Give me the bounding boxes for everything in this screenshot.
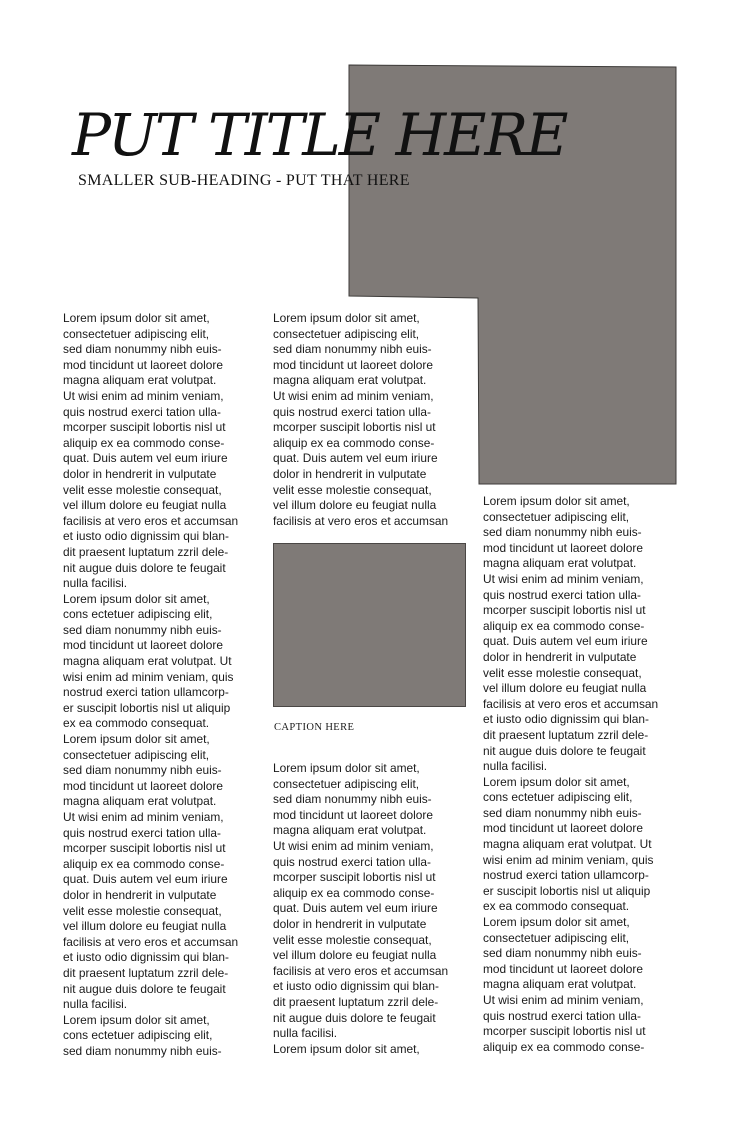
body-text-line: aliquip ex ea commodo conse- [63,856,225,871]
body-text-line: et iusto odio dignissim qui blan- [273,979,439,994]
body-text-line: velit esse molestie consequat, [273,932,432,947]
body-text-line: dolor in hendrerit in vulputate [63,887,217,902]
body-text-line: mod tincidunt ut laoreet dolore [483,821,643,836]
body-text-line: velit esse molestie consequat, [483,665,642,680]
body-text-line: quat. Duis autem vel eum iriure [63,451,228,466]
body-text-line: mod tincidunt ut laoreet dolore [273,357,433,372]
body-text-line: Ut wisi enim ad minim veniam, [273,838,434,853]
body-text-line: aliquip ex ea commodo conse- [483,1039,645,1054]
body-text-line: mcorper suscipit lobortis nisl ut [63,420,226,435]
text-column-middle-bottom [273,761,473,1061]
body-text-line: nulla facilisi. [63,576,128,591]
body-text-line: quat. Duis autem vel eum iriure [273,451,438,466]
body-text-line: Lorem ipsum dolor sit amet, [63,1012,210,1027]
body-text-line: facilisis at vero eros et accumsan [273,513,449,528]
body-text-line: sed diam nonummy nibh euis- [483,946,642,961]
body-text-line: cons ectetuer adipiscing elit, [483,790,633,805]
body-text-line: mod tincidunt ut laoreet dolore [273,807,433,822]
body-text-line: mod tincidunt ut laoreet dolore [63,638,223,653]
body-text-line: facilisis at vero eros et accumsan [63,513,239,528]
body-text-line: cons ectetuer adipiscing elit, [63,1028,213,1043]
body-text-line: facilisis at vero eros et accumsan [273,963,449,978]
body-text-line: quat. Duis autem vel eum iriure [63,872,228,887]
body-text-line: dit praesent luptatum zzril dele- [63,544,229,559]
body-text-line: dit praesent luptatum zzril dele- [483,727,649,742]
body-text-line: sed diam nonummy nibh euis- [483,525,642,540]
body-text-line: magna aliquam erat volutpat. [483,977,637,992]
page-title: PUT TITLE HERE [72,101,567,169]
body-text-line: quat. Duis autem vel eum iriure [483,634,648,649]
photo-placeholder [273,543,466,707]
body-text-line: mcorper suscipit lobortis nisl ut [483,1024,646,1039]
body-text-line: magna aliquam erat volutpat. Ut [483,837,652,852]
body-text-line: Ut wisi enim ad minim veniam, [483,993,644,1007]
body-text-line: dolor in hendrerit in vulputate [273,916,427,931]
body-text-line: quis nostrud exerci tation ulla- [63,825,221,840]
body-text-line: Lorem ipsum dolor sit amet, [483,915,630,930]
body-text-line: Ut wisi enim ad minim veniam, [63,388,224,403]
body-text-line: Lorem ipsum dolor sit amet, [273,761,420,775]
body-text-line: Lorem ipsum dolor sit amet, [483,494,630,508]
body-text-line: er suscipit lobortis nisl ut aliquip [483,883,651,898]
body-text-line: consectetuer adipiscing elit, [483,509,630,524]
body-text-line: dolor in hendrerit in vulputate [483,649,637,664]
body-text-line: Lorem ipsum dolor sit amet, [63,591,210,606]
body-text-line: consectetuer adipiscing elit, [273,776,420,791]
body-text-line: velit esse molestie consequat, [63,482,222,497]
body-text-line: sed diam nonummy nibh euis- [483,805,642,820]
body-text-line: aliquip ex ea commodo conse- [483,618,645,633]
body-text-line: aliquip ex ea commodo conse- [63,435,225,450]
body-text-line: quis nostrud exerci tation ulla- [483,587,641,602]
body-text-line: quis nostrud exerci tation ulla- [63,404,221,419]
body-text-line: vel illum dolore eu feugiat nulla [63,498,227,513]
body-text-line: mcorper suscipit lobortis nisl ut [273,420,436,435]
body-text-line: consectetuer adipiscing elit, [273,326,420,341]
body-text-line: er suscipit lobortis nisl ut aliquip [63,700,231,715]
body-text-line: nit augue duis dolore te feugait [483,743,646,758]
photo-caption: CAPTION HERE [274,722,355,733]
body-text-line: cons ectetuer adipiscing elit, [63,607,213,622]
body-text-line: mcorper suscipit lobortis nisl ut [273,870,436,885]
body-text-line: consectetuer adipiscing elit, [63,747,210,762]
text-column-middle-top [273,311,473,536]
body-text-line: wisi enim ad minim veniam, quis [483,852,654,867]
body-text-line: et iusto odio dignissim qui blan- [483,712,649,727]
body-text-line: ex ea commodo consequat. [63,716,210,731]
body-text-line: nulla facilisi. [273,1026,338,1041]
body-text-line: mcorper suscipit lobortis nisl ut [63,841,226,856]
body-text-line: nulla facilisi. [483,759,548,774]
body-text-line: quis nostrud exerci tation ulla- [483,1008,641,1023]
body-text-line: aliquip ex ea commodo conse- [273,435,435,450]
body-text-line: Ut wisi enim ad minim veniam, [273,388,434,403]
body-text-line: magna aliquam erat volutpat. [63,373,217,388]
body-text-line: dit praesent luptatum zzril dele- [273,994,439,1009]
body-text-line: nostrud exerci tation ullamcorp- [483,868,649,883]
body-text-line: quat. Duis autem vel eum iriure [273,901,438,916]
body-text-line: et iusto odio dignissim qui blan- [63,950,229,965]
body-text-line: nostrud exerci tation ullamcorp- [63,685,229,700]
body-text-line: vel illum dolore eu feugiat nulla [273,498,437,513]
body-text-line: quis nostrud exerci tation ulla- [273,404,431,419]
body-text-line: magna aliquam erat volutpat. [483,556,637,571]
body-text-line: mod tincidunt ut laoreet dolore [483,540,643,555]
body-text-line: magna aliquam erat volutpat. [273,823,427,838]
body-text-line: vel illum dolore eu feugiat nulla [483,681,647,696]
body-text-line: ex ea commodo consequat. [483,899,630,914]
body-text-line: quis nostrud exerci tation ulla- [273,854,431,869]
body-text-line: Lorem ipsum dolor sit amet, [63,732,210,747]
body-text-line: sed diam nonummy nibh euis- [63,763,222,778]
body-text-line: sed diam nonummy nibh euis- [273,342,432,357]
body-text-line: wisi enim ad minim veniam, quis [63,669,234,684]
body-text-line: mod tincidunt ut laoreet dolore [483,961,643,976]
body-text-line: dit praesent luptatum zzril dele- [63,965,229,980]
page-subtitle: SMALLER SUB-HEADING - PUT THAT HERE [78,172,410,189]
body-text-line: nit augue duis dolore te feugait [63,560,226,575]
body-text-line: sed diam nonummy nibh euis- [273,792,432,807]
text-column-left [63,311,263,1061]
body-text-line: et iusto odio dignissim qui blan- [63,529,229,544]
body-text-line: magna aliquam erat volutpat. [273,373,427,388]
body-text-line: Lorem ipsum dolor sit amet, [483,774,630,789]
body-text-line: facilisis at vero eros et accumsan [483,696,659,711]
body-text-line: Ut wisi enim ad minim veniam, [63,810,224,824]
body-text-line: sed diam nonummy nibh euis- [63,622,222,637]
body-text-line: mod tincidunt ut laoreet dolore [63,778,223,793]
body-text-line: nit augue duis dolore te feugait [273,1010,436,1025]
body-text-line: Ut wisi enim ad minim veniam, [483,571,644,586]
body-text-line: nulla facilisi. [63,997,128,1012]
body-text-line: nit augue duis dolore te feugait [63,981,226,996]
body-text-line: Lorem ipsum dolor sit amet, [273,1041,420,1056]
text-column-right [483,494,683,1061]
body-text-line: magna aliquam erat volutpat. [63,794,217,809]
body-text-line: mod tincidunt ut laoreet dolore [63,357,223,372]
body-text-line: aliquip ex ea commodo conse- [273,885,435,900]
body-text-line: velit esse molestie consequat, [273,482,432,497]
body-text-line: mcorper suscipit lobortis nisl ut [483,603,646,618]
body-text-line: Lorem ipsum dolor sit amet, [273,311,420,325]
body-text-line: consectetuer adipiscing elit, [63,326,210,341]
body-text-line: magna aliquam erat volutpat. Ut [63,654,232,669]
body-text-line: dolor in hendrerit in vulputate [273,466,427,481]
body-text-line: Lorem ipsum dolor sit amet, [63,311,210,325]
body-text-line: vel illum dolore eu feugiat nulla [273,948,437,963]
body-text-line: velit esse molestie consequat, [63,903,222,918]
body-text-line: sed diam nonummy nibh euis- [63,1043,222,1058]
body-text-line: vel illum dolore eu feugiat nulla [63,919,227,934]
body-text-line: facilisis at vero eros et accumsan [63,934,239,949]
body-text-line: consectetuer adipiscing elit, [483,930,630,945]
body-text-line: dolor in hendrerit in vulputate [63,466,217,481]
body-text-line: sed diam nonummy nibh euis- [63,342,222,357]
